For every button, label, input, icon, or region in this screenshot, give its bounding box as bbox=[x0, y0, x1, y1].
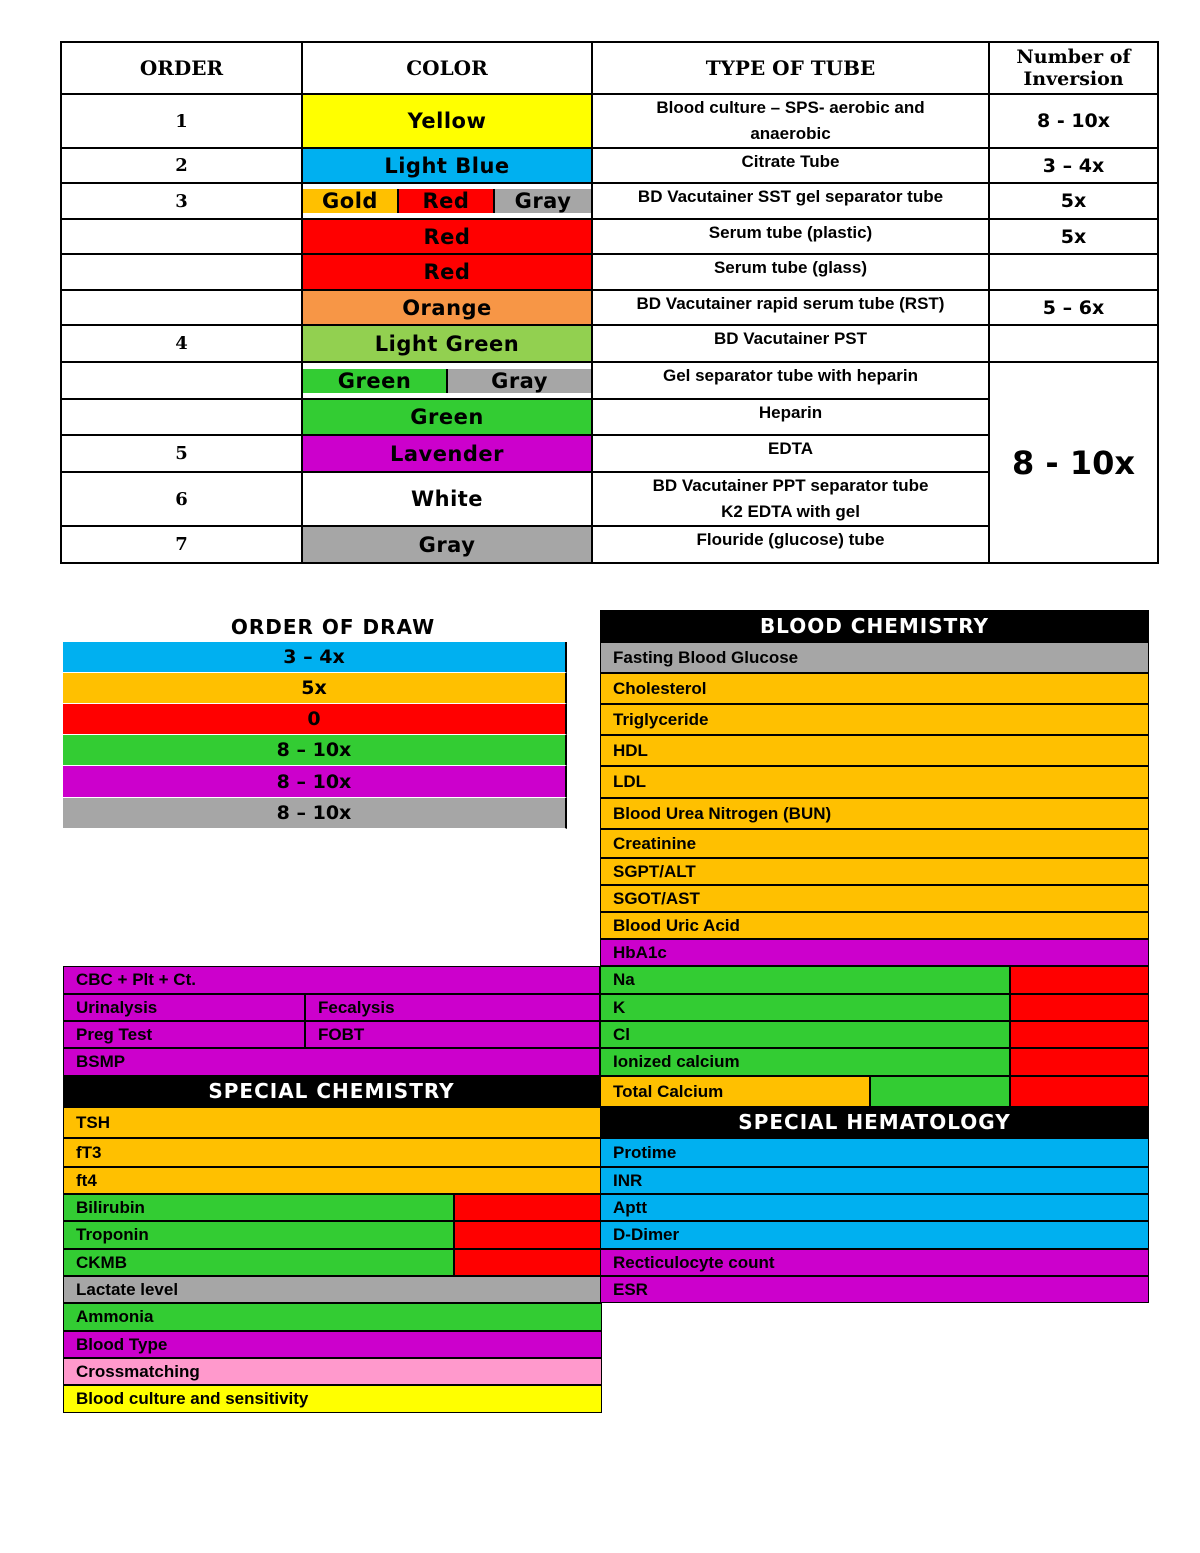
blood-chemistry-item: Blood Urea Nitrogen (BUN) bbox=[600, 798, 1149, 829]
color-cell-red: Red bbox=[302, 219, 592, 254]
special-chemistry-item: ft4 bbox=[63, 1167, 602, 1194]
type-cell: EDTA bbox=[592, 435, 989, 472]
special-chemistry-title: SPECIAL CHEMISTRY bbox=[63, 1076, 600, 1107]
fobt-item: FOBT bbox=[305, 1021, 600, 1048]
blood-chemistry-item: Cl bbox=[600, 1021, 1010, 1048]
table-row bbox=[61, 183, 1158, 219]
fecalysis-item: Fecalysis bbox=[305, 994, 600, 1021]
blood-chemistry-item: HDL bbox=[600, 735, 1149, 766]
special-chemistry-item: TSH bbox=[63, 1107, 602, 1138]
order-of-draw-title: ORDER OF DRAW bbox=[230, 615, 436, 639]
red-tube-swatch bbox=[454, 1249, 602, 1276]
order-cell: 3 bbox=[61, 183, 302, 219]
color-cell-red: Red bbox=[302, 254, 592, 290]
special-chemistry-item: Crossmatching bbox=[63, 1358, 602, 1385]
type-cell: Serum tube (plastic) bbox=[592, 219, 989, 254]
red-tube-swatch bbox=[1010, 1021, 1149, 1048]
blood-chemistry-item: Fasting Blood Glucose bbox=[600, 642, 1149, 673]
blood-chemistry-item: LDL bbox=[600, 766, 1149, 798]
type-cell: Blood culture – SPS- aerobic and anaerobic bbox=[592, 94, 989, 148]
special-hematology-item: Aptt bbox=[600, 1194, 1149, 1221]
merged-inversion-cell: 8 - 10x bbox=[989, 362, 1158, 563]
order-cell: 6 bbox=[61, 472, 302, 526]
color-swatch-red: Red bbox=[399, 189, 495, 213]
blood-chemistry-item: Total Calcium bbox=[600, 1076, 870, 1107]
special-hematology-item: Protime bbox=[600, 1138, 1149, 1167]
blood-chemistry-item: Ionized calcium bbox=[600, 1048, 1010, 1076]
blood-chemistry-item: HbA1c bbox=[600, 939, 1149, 966]
inversion-cell: 5x bbox=[989, 219, 1158, 254]
type-cell: Serum tube (glass) bbox=[592, 254, 989, 290]
order-of-draw-item: 3 – 4x bbox=[63, 642, 567, 673]
special-chemistry-item: Blood culture and sensitivity bbox=[63, 1385, 602, 1413]
color-cell-green: Green bbox=[302, 399, 592, 435]
inversion-cell: 3 – 4x bbox=[989, 148, 1158, 183]
preg-test-item: Preg Test bbox=[63, 1021, 305, 1048]
order-cell: 2 bbox=[61, 148, 302, 183]
special-hematology-item: ESR bbox=[600, 1276, 1149, 1303]
order-cell: 7 bbox=[61, 526, 302, 563]
color-swatch-green: Green bbox=[303, 369, 448, 393]
urinalysis-item: Urinalysis bbox=[63, 994, 305, 1021]
color-cell-light-blue: Light Blue bbox=[302, 148, 592, 183]
inversion-cell bbox=[989, 325, 1158, 362]
inversion-cell: 5x bbox=[989, 183, 1158, 219]
header-order: ORDER bbox=[61, 42, 302, 94]
type-cell: BD Vacutainer rapid serum tube (RST) bbox=[592, 290, 989, 325]
special-hematology-item: Recticulocyte count bbox=[600, 1249, 1149, 1276]
type-cell: BD Vacutainer SST gel separator tube bbox=[592, 183, 989, 219]
tube-order-table bbox=[60, 41, 1159, 564]
bsmp-item: BSMP bbox=[63, 1048, 600, 1076]
color-cell-lavender: Lavender bbox=[302, 435, 592, 472]
blood-chemistry-item: Blood Uric Acid bbox=[600, 912, 1149, 939]
special-chemistry-item: Ammonia bbox=[63, 1303, 602, 1331]
order-of-draw-item: 8 – 10x bbox=[63, 735, 567, 766]
special-chemistry-item: Blood Type bbox=[63, 1331, 602, 1358]
special-chemistry-item: CKMB bbox=[63, 1249, 454, 1276]
header-color: COLOR bbox=[302, 42, 592, 94]
special-hematology-item: D-Dimer bbox=[600, 1221, 1149, 1249]
green-tube-swatch bbox=[870, 1076, 1010, 1107]
inversion-cell: 5 – 6x bbox=[989, 290, 1158, 325]
color-cell-split bbox=[302, 362, 592, 399]
blood-chemistry-item: Creatinine bbox=[600, 829, 1149, 858]
inversion-cell bbox=[989, 254, 1158, 290]
order-cell: 5 bbox=[61, 435, 302, 472]
table-row bbox=[61, 325, 1158, 362]
red-tube-swatch bbox=[454, 1194, 602, 1221]
type-cell: Citrate Tube bbox=[592, 148, 989, 183]
table-row bbox=[61, 362, 1158, 399]
special-chemistry-item: Lactate level bbox=[63, 1276, 602, 1303]
color-cell-orange: Orange bbox=[302, 290, 592, 325]
special-chemistry-item: Troponin bbox=[63, 1221, 454, 1249]
color-swatch-gold: Gold bbox=[303, 189, 399, 213]
red-tube-swatch bbox=[454, 1221, 602, 1249]
order-cell: 1 bbox=[61, 94, 302, 148]
order-of-draw-item: 5x bbox=[63, 673, 567, 704]
type-cell: Gel separator tube with heparin bbox=[592, 362, 989, 399]
cbc-item: CBC + Plt + Ct. bbox=[63, 966, 600, 994]
special-chemistry-item: fT3 bbox=[63, 1138, 602, 1167]
table-row bbox=[61, 219, 1158, 254]
red-tube-swatch bbox=[1010, 966, 1149, 994]
special-hematology-item: INR bbox=[600, 1167, 1149, 1194]
order-cell bbox=[61, 290, 302, 325]
header-number-of-inversion: Number of Inversion bbox=[989, 42, 1158, 94]
blood-chemistry-item: K bbox=[600, 994, 1010, 1021]
color-swatch-gray: Gray bbox=[448, 369, 591, 393]
order-cell bbox=[61, 399, 302, 435]
table-header-row bbox=[61, 42, 1158, 94]
order-cell bbox=[61, 219, 302, 254]
order-cell: 4 bbox=[61, 325, 302, 362]
order-cell bbox=[61, 254, 302, 290]
order-of-draw-item: 8 – 10x bbox=[63, 798, 567, 829]
color-cell-gray: Gray bbox=[302, 526, 592, 563]
blood-chemistry-title: BLOOD CHEMISTRY bbox=[600, 610, 1149, 642]
color-swatch-gray: Gray bbox=[495, 189, 591, 213]
order-cell bbox=[61, 362, 302, 399]
red-tube-swatch bbox=[1010, 1076, 1149, 1107]
color-cell-split bbox=[302, 183, 592, 219]
special-chemistry-item: Bilirubin bbox=[63, 1194, 454, 1221]
type-cell: BD Vacutainer PST bbox=[592, 325, 989, 362]
type-cell: Heparin bbox=[592, 399, 989, 435]
red-tube-swatch bbox=[1010, 1048, 1149, 1076]
blood-chemistry-item: SGPT/ALT bbox=[600, 858, 1149, 885]
table-row bbox=[61, 148, 1158, 183]
red-tube-swatch bbox=[1010, 994, 1149, 1021]
color-cell-white: White bbox=[302, 472, 592, 526]
table-row bbox=[61, 94, 1158, 148]
type-cell: BD Vacutainer PPT separator tube K2 EDTA with gel bbox=[592, 472, 989, 526]
special-hematology-title: SPECIAL HEMATOLOGY bbox=[600, 1107, 1149, 1138]
color-cell-yellow: Yellow bbox=[302, 94, 592, 148]
blood-chemistry-item: SGOT/AST bbox=[600, 885, 1149, 912]
blood-chemistry-item: Triglyceride bbox=[600, 704, 1149, 735]
order-of-draw-item: 8 – 10x bbox=[63, 766, 567, 798]
header-type-of-tube: TYPE OF TUBE bbox=[592, 42, 989, 94]
table-row bbox=[61, 290, 1158, 325]
type-cell: Flouride (glucose) tube bbox=[592, 526, 989, 563]
order-of-draw-item: 0 bbox=[63, 704, 567, 735]
color-cell-light-green: Light Green bbox=[302, 325, 592, 362]
blood-chemistry-item: Cholesterol bbox=[600, 673, 1149, 704]
inversion-cell: 8 - 10x bbox=[989, 94, 1158, 148]
blood-chemistry-item: Na bbox=[600, 966, 1010, 994]
table-row bbox=[61, 254, 1158, 290]
